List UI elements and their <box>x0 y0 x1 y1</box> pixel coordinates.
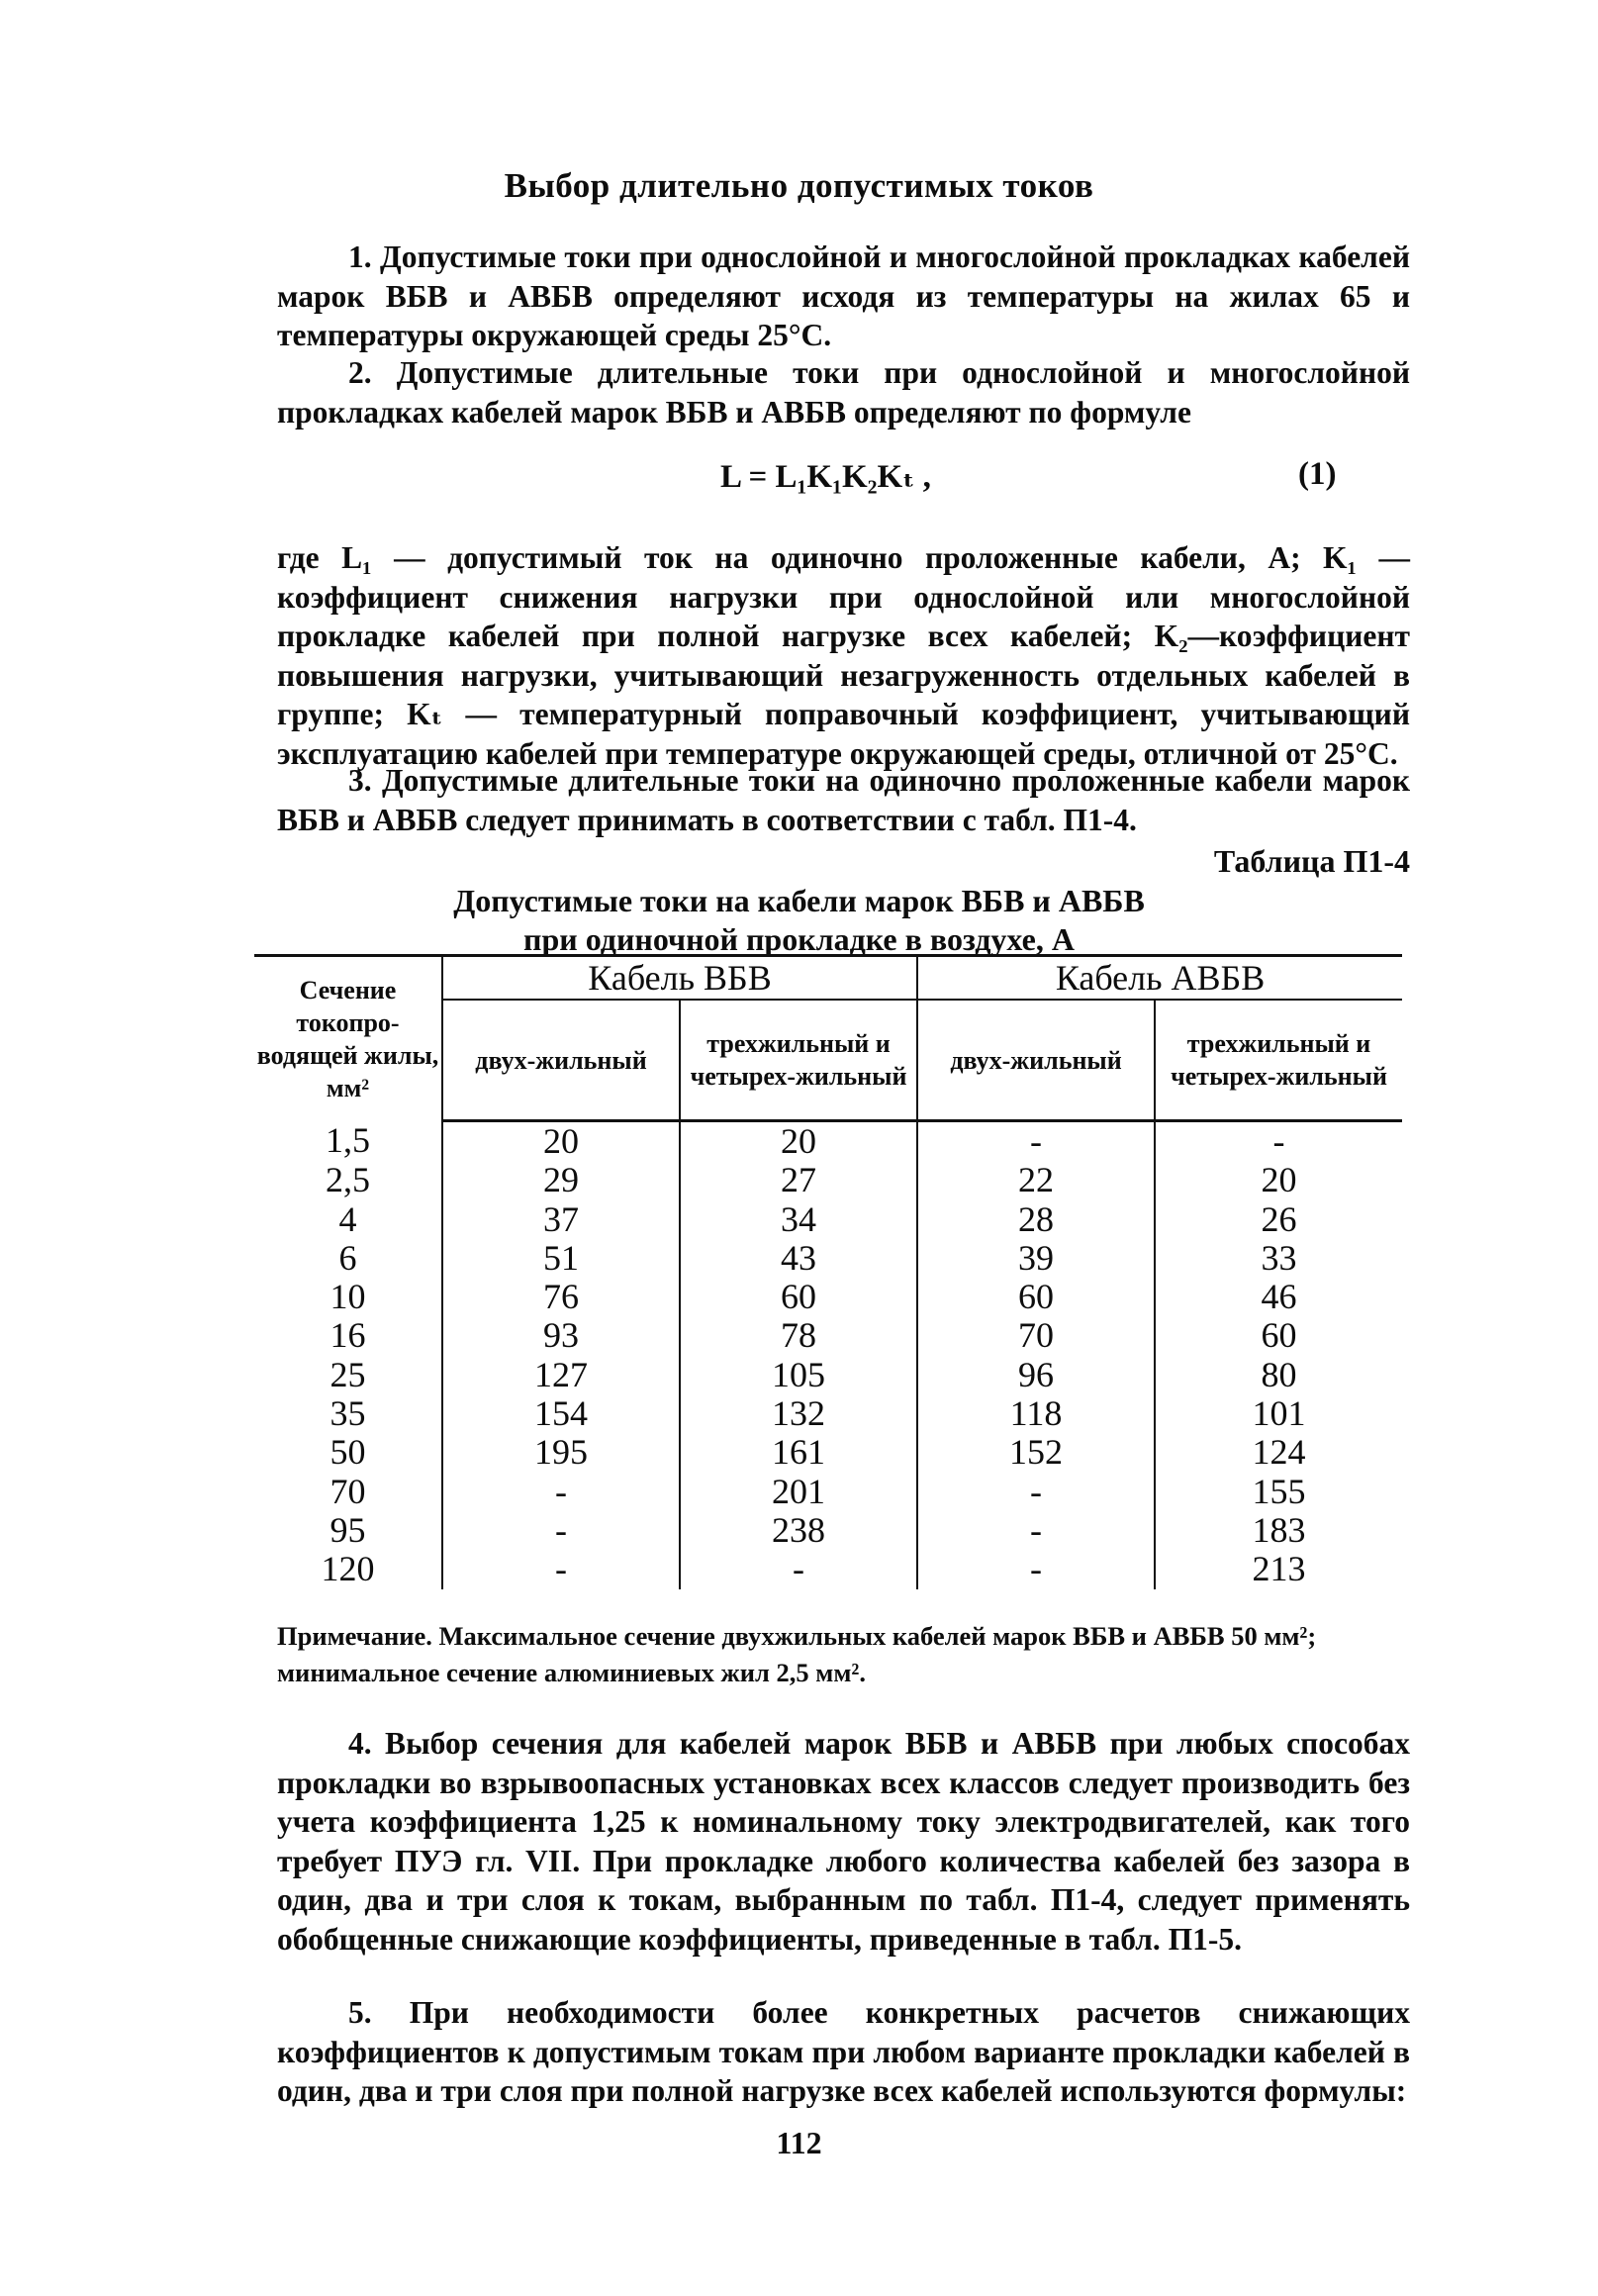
cell-avbv-three-four-core: 20 <box>1155 1161 1402 1199</box>
cell-vbv-two-core: 29 <box>442 1161 680 1199</box>
table-label: Таблица П1-4 <box>1213 843 1410 879</box>
cell-section: 35 <box>329 1393 366 1434</box>
table-row <box>254 1161 1402 1199</box>
paragraph-1: 1. Допустимые токи при однослойной и многослойной прокладках кабелей марок ВБВ и АВБВ определяют исходя из температуры на жилах 65 и температуры окружающей среды 25°С. <box>277 239 1410 352</box>
table-row <box>254 1121 1402 1162</box>
table-row <box>254 1278 1402 1316</box>
table-row <box>254 1356 1402 1394</box>
cell-vbv-three-four-core: 238 <box>680 1511 917 1550</box>
header-group-vbv: Кабель ВБВ <box>442 956 917 1001</box>
cell-section: 25 <box>329 1354 366 1394</box>
cell-avbv-three-four-core: 101 <box>1155 1394 1402 1433</box>
cell-section: 1,5 <box>326 1120 370 1161</box>
page-number: 112 <box>776 2125 822 2160</box>
cell-avbv-two-core: - <box>917 1473 1155 1511</box>
table-row <box>254 1433 1402 1472</box>
paragraph-3: 3. Допустимые длительные токи на одиночно проложенные кабели марок ВБВ и АВБВ следует принимать в соответствии с табл. П1-4. <box>277 763 1410 837</box>
formula-number: (1) <box>1298 456 1337 492</box>
table-row <box>254 1239 1402 1278</box>
currents-table <box>254 954 1402 1589</box>
cell-avbv-two-core: 28 <box>917 1200 1155 1239</box>
cell-vbv-three-four-core: 132 <box>680 1394 917 1433</box>
table-note <box>277 1618 1425 1691</box>
header-group-avbv: Кабель АВБВ <box>917 956 1402 1001</box>
cell-section: 10 <box>329 1277 366 1317</box>
cell-avbv-two-core: 118 <box>917 1394 1155 1433</box>
paragraph-definitions: где L₁ — допустимый ток на одиночно проложенные кабели, А; K₁ — коэффициент снижения нагрузки при однослойной или многослойной прокладке кабелей при полной нагрузке всех кабелей; K₂—коэффициент повышения нагрузки, учитывающий незагруженность отдельных кабелей в группе; Kₜ — температурный поправочный коэффициент, учитывающий эксплуатацию кабелей при температуре окружающей среды, отличной от 25°С. <box>277 540 1410 771</box>
cell-section: 4 <box>338 1198 357 1239</box>
cell-avbv-three-four-core: 46 <box>1155 1278 1402 1316</box>
cell-section: 120 <box>321 1549 375 1589</box>
cell-vbv-three-four-core: 78 <box>680 1316 917 1355</box>
cell-vbv-three-four-core: 20 <box>680 1121 917 1162</box>
table-row <box>254 1550 1402 1588</box>
paragraph-2: 2. Допустимые длительные токи при однослойной и многослойной прокладках кабелей марок ВБВ и АВБВ определяют по формуле <box>277 355 1410 430</box>
cell-avbv-two-core: - <box>917 1511 1155 1550</box>
cell-avbv-three-four-core: 26 <box>1155 1200 1402 1239</box>
paragraph-4: 4. Выбор сечения для кабелей марок ВБВ и АВБВ при любых способах прокладки во взрывоопасных установках всех классов следует производить без учета коэффициента 1,25 к номинальному току электродвигателей, как того требует ПУЭ гл. VII. При прокладке любого количества кабелей без зазора в один, два и три слоя к токам, выбранным по табл. П1-4, следует применять обобщенные снижающие коэффициенты, приведенные в табл. П1-5. <box>277 1726 1410 1957</box>
cell-section: 16 <box>329 1315 366 1356</box>
table-row <box>254 1394 1402 1433</box>
cell-avbv-three-four-core: 60 <box>1155 1316 1402 1355</box>
cell-vbv-two-core: - <box>442 1511 680 1550</box>
cell-avbv-two-core: 96 <box>917 1356 1155 1394</box>
cell-section: 95 <box>329 1509 366 1550</box>
cell-vbv-two-core: 76 <box>442 1278 680 1316</box>
formula: L = L₁K₁K₂Kₜ , <box>720 459 931 495</box>
cell-vbv-three-four-core: 27 <box>680 1161 917 1199</box>
cell-vbv-two-core: 127 <box>442 1356 680 1394</box>
cell-avbv-two-core: 22 <box>917 1161 1155 1199</box>
cell-avbv-three-four-core: 213 <box>1155 1550 1402 1588</box>
cell-vbv-three-four-core: 34 <box>680 1200 917 1239</box>
paragraph-5: 5. При необходимости более конкретных расчетов снижающих коэффициентов к допустимым токам при любом варианте прокладки кабелей в один, два и три слоя при полной нагрузке всех кабелей используются формулы: <box>277 1995 1410 2108</box>
cell-section: 50 <box>329 1432 366 1473</box>
cell-avbv-two-core: - <box>917 1550 1155 1588</box>
cell-avbv-two-core: 39 <box>917 1239 1155 1278</box>
header-vbv-three-four-core: трехжильный и четырех-жильный <box>680 1000 917 1121</box>
cell-vbv-three-four-core: - <box>680 1550 917 1588</box>
cell-avbv-three-four-core: 124 <box>1155 1433 1402 1472</box>
table-caption-line-1: Допустимые токи на кабели марок ВБВ и АВБВ <box>453 883 1145 918</box>
cell-avbv-two-core: - <box>917 1121 1155 1162</box>
header-avbv-three-four-core: трехжильный и четырех-жильный <box>1155 1000 1402 1121</box>
cell-vbv-three-four-core: 201 <box>680 1473 917 1511</box>
cell-vbv-two-core: - <box>442 1473 680 1511</box>
table-row <box>254 1473 1402 1511</box>
cell-avbv-two-core: 70 <box>917 1316 1155 1355</box>
cell-section: 70 <box>329 1471 366 1511</box>
table-caption-line-2: при одиночной прокладке в воздухе, А <box>523 921 1075 957</box>
cell-avbv-three-four-core: 155 <box>1155 1473 1402 1511</box>
page-title: Выбор длительно допустимых токов <box>504 166 1094 205</box>
cell-avbv-two-core: 60 <box>917 1278 1155 1316</box>
cell-vbv-three-four-core: 161 <box>680 1433 917 1472</box>
cell-vbv-two-core: - <box>442 1550 680 1588</box>
table-note-line-1: Примечание. Максимальное сечение двухжильных кабелей марок ВБВ и АВБВ 50 мм²; <box>277 1621 1317 1651</box>
cell-avbv-three-four-core: 80 <box>1155 1356 1402 1394</box>
cell-avbv-three-four-core: - <box>1155 1121 1402 1162</box>
cell-vbv-two-core: 20 <box>442 1121 680 1162</box>
table-row <box>254 1511 1402 1550</box>
header-vbv-two-core: двух-жильный <box>442 1000 680 1121</box>
cell-vbv-two-core: 93 <box>442 1316 680 1355</box>
table-row <box>254 1200 1402 1239</box>
cell-vbv-three-four-core: 60 <box>680 1278 917 1316</box>
cell-vbv-three-four-core: 105 <box>680 1356 917 1394</box>
cell-section: 2,5 <box>326 1160 370 1200</box>
cell-vbv-two-core: 51 <box>442 1239 680 1278</box>
cell-vbv-three-four-core: 43 <box>680 1239 917 1278</box>
cell-vbv-two-core: 195 <box>442 1433 680 1472</box>
cell-vbv-two-core: 154 <box>442 1394 680 1433</box>
table-note-line-2: минимальное сечение алюминиевых жил 2,5 мм². <box>277 1658 866 1687</box>
cell-avbv-two-core: 152 <box>917 1433 1155 1472</box>
cell-avbv-three-four-core: 183 <box>1155 1511 1402 1550</box>
cell-vbv-two-core: 37 <box>442 1200 680 1239</box>
header-avbv-two-core: двух-жильный <box>917 1000 1155 1121</box>
cell-avbv-three-four-core: 33 <box>1155 1239 1402 1278</box>
cell-section: 6 <box>338 1237 357 1278</box>
table-row <box>254 1316 1402 1355</box>
table-caption <box>0 882 1598 959</box>
header-section: Сечение токопро-водящей жилы, мм² <box>254 956 442 1121</box>
